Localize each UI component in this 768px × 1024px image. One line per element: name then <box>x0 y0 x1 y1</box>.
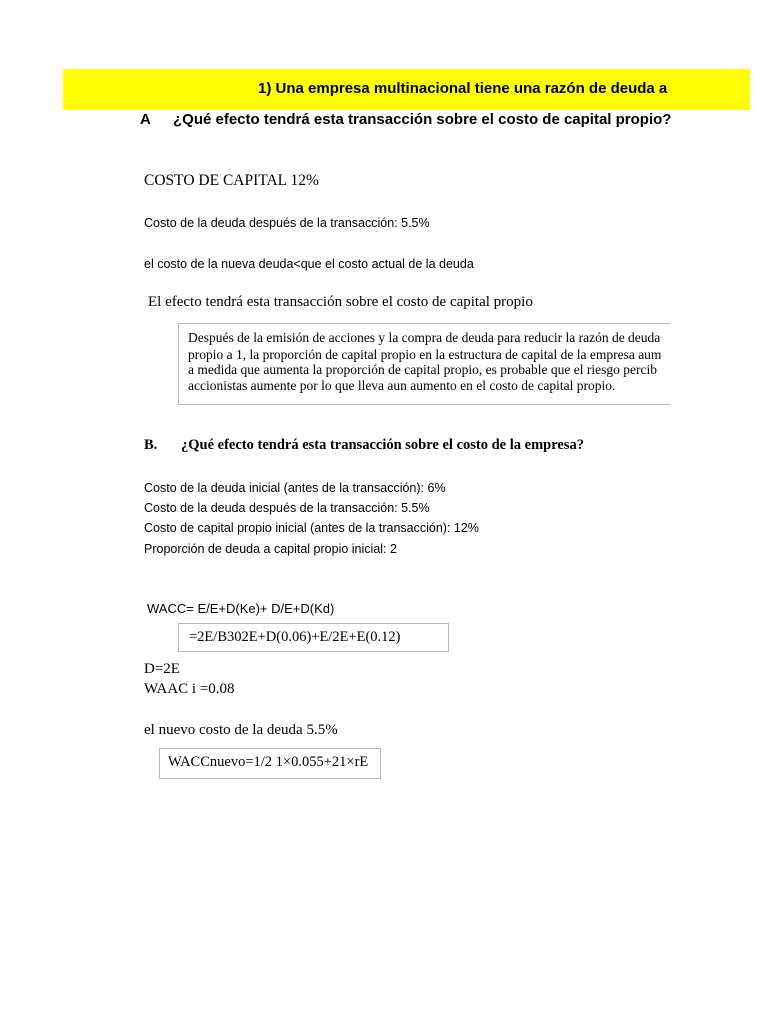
question-a-letter: A <box>140 111 151 128</box>
d-equation: D=2E <box>144 661 180 677</box>
answer-a-textbox <box>178 323 670 405</box>
answer-a-line: propio a 1, la proporción de capital propio en la estructura de capital de la empresa aum <box>188 347 662 362</box>
answer-a-line: a medida que aumenta la proporción de capital propio, es probable que el riesgo percib <box>188 362 657 377</box>
answer-a-line: Después de la emisión de acciones y la compra de deuda para reducir la razón de deuda <box>188 330 661 345</box>
fact-line: Proporción de deuda a capital propio inicial: 2 <box>144 542 397 556</box>
problem-title: 1) Una empresa multinacional tiene una razón de deuda a <box>258 80 668 97</box>
fact-line: Costo de la deuda después de la transacción: 5.5% <box>144 501 430 515</box>
waac-initial: WAAC i =0.08 <box>144 681 235 697</box>
fact-line: Costo de capital propio inicial (antes de la transacción): 12% <box>144 521 479 535</box>
answer-a-line: accionistas aumente por lo que lleva aun aumento en el costo de capital propio. <box>188 378 616 393</box>
formula-textbox <box>178 623 449 652</box>
question-a-text: ¿Qué efecto tendrá esta transacción sobre el costo de capital propio? <box>173 111 672 128</box>
question-b-text: ¿Qué efecto tendrá esta transacción sobre el costo de la empresa? <box>181 437 584 453</box>
costo-capital-line: COSTO DE CAPITAL 12% <box>144 172 319 189</box>
waccnuevo-textbox <box>159 748 381 779</box>
nuevo-costo-line: el nuevo costo de la deuda 5.5% <box>144 722 338 738</box>
waccnuevo-text: WACCnuevo=1/2 1×0.055+21×rE <box>168 754 369 770</box>
fact-line: Costo de la deuda inicial (antes de la transacción): 6% <box>144 481 446 495</box>
question-b-letter: B. <box>144 437 158 453</box>
efecto-line: El efecto tendrá esta transacción sobre el costo de capital propio <box>148 294 533 310</box>
deuda-despues-line: Costo de la deuda después de la transacción: 5.5% <box>144 216 430 230</box>
wacc-formula: WACC= E/E+D(Ke)+ D/E+D(Kd) <box>147 601 335 616</box>
formula-text: =2E/B302E+D(0.06)+E/2E+E(0.12) <box>189 629 401 645</box>
nueva-deuda-line: el costo de la nueva deuda<que el costo actual de la deuda <box>144 257 474 271</box>
